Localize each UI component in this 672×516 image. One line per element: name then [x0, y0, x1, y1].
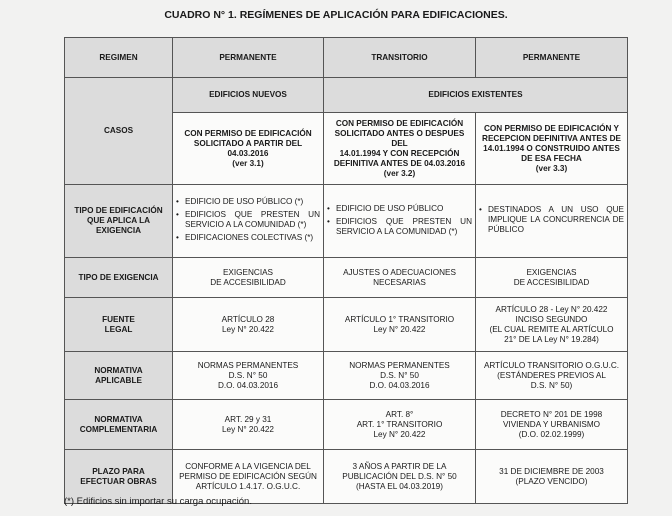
caso-ver-3-2: CON PERMISO DE EDIFICACIÓN SOLICITADO ANTES O DESPUES DEL 14.01.1994 Y CON RECEPCIÓN DEFINITIVA ANTES DE 04.03.2016 (ver 3.2): [324, 113, 476, 185]
casos-label: CASOS: [65, 78, 173, 185]
list-item: • DESTINADOS A UN USO QUE IMPLIQUE LA CONCURRENCIA DE PÚBLICO: [479, 205, 624, 235]
tipo-exigencia-label: TIPO DE EXIGENCIA: [65, 258, 173, 298]
list-item: • EDIFICIO DE USO PÚBLICO (*): [176, 197, 320, 207]
tipo-exigencia-col3: EXIGENCIAS DE ACCESIBILIDAD: [476, 258, 628, 298]
tipo-edificacion-col1: [173, 185, 324, 258]
normativa-complementaria-row: [65, 400, 628, 450]
tipo-edificacion-col2: [324, 185, 476, 258]
list-item: • EDIFICIOS QUE PRESTEN UN SERVICIO A LA COMUNIDAD (*): [176, 210, 320, 230]
tipo-exigencia-row: [65, 258, 628, 298]
header-transitorio: TRANSITORIO: [324, 38, 476, 78]
footnote: (*) Edificios sin importar su carga ocupación.: [64, 496, 252, 507]
fuente-legal-col3: ARTÍCULO 28 - Ley N° 20.422 INCISO SEGUNDO (EL CUAL REMITE AL ARTÍCULO 21° DE LA Ley N° 19.284): [476, 298, 628, 352]
fuente-legal-col2: ARTÍCULO 1° TRANSITORIO Ley N° 20.422: [324, 298, 476, 352]
normativa-complementaria-label: NORMATIVA COMPLEMENTARIA: [65, 400, 173, 450]
header-permanente-2: PERMANENTE: [476, 38, 628, 78]
plazo-label: PLAZO PARA EFECTUAR OBRAS: [65, 450, 173, 504]
fuente-legal-row: [65, 298, 628, 352]
list-item: • EDIFICIO DE USO PÚBLICO: [327, 204, 472, 214]
normativa-complementaria-col3: DECRETO N° 201 DE 1998 VIVIENDA Y URBANISMO (D.O. 02.02.1999): [476, 400, 628, 450]
normativa-aplicable-label: NORMATIVA APLICABLE: [65, 352, 173, 400]
plazo-col2: 3 AÑOS A PARTIR DE LA PUBLICACIÓN DEL D.S. N° 50 (HASTA EL 04.03.2019): [324, 450, 476, 504]
casos-row-top: [65, 78, 628, 113]
tipo-exigencia-col1: EXIGENCIAS DE ACCESIBILIDAD: [173, 258, 324, 298]
edificios-nuevos: EDIFICIOS NUEVOS: [173, 78, 324, 113]
normativa-aplicable-col3: ARTÍCULO TRANSITORIO O.G.U.C. (ESTÁNDERES PREVIOS AL D.S. N° 50): [476, 352, 628, 400]
caso-ver-3-3: CON PERMISO DE EDIFICACIÓN Y RECEPCION DEFINITIVA ANTES DE 14.01.1994 O CONSTRUIDO ANTES DE ESA FECHA (ver 3.3): [476, 113, 628, 185]
plazo-col1: CONFORME A LA VIGENCIA DEL PERMISO DE EDIFICACIÓN SEGÚN ARTÍCULO 1.4.17. O.G.U.C.: [173, 450, 324, 504]
normativa-aplicable-col2: NORMAS PERMANENTES D.S. N° 50 D.O. 04.03.2016: [324, 352, 476, 400]
table-title: CUADRO N° 1. REGÍMENES DE APLICACIÓN PARA EDIFICACIONES.: [164, 9, 508, 21]
caso-ver-3-1: CON PERMISO DE EDIFICACIÓN SOLICITADO A PARTIR DEL 04.03.2016 (ver 3.1): [173, 113, 324, 185]
tipo-exigencia-col2: AJUSTES O ADECUACIONES NECESARIAS: [324, 258, 476, 298]
plazo-col3: 31 DE DICIEMBRE DE 2003 (PLAZO VENCIDO): [476, 450, 628, 504]
fuente-legal-col1: ARTÍCULO 28 Ley N° 20.422: [173, 298, 324, 352]
regimenes-table: [64, 37, 628, 504]
list-item: • EDIFICACIONES COLECTIVAS (*): [176, 233, 320, 243]
normativa-aplicable-col1: NORMAS PERMANENTES D.S. N° 50 D.O. 04.03.2016: [173, 352, 324, 400]
tipo-edificacion-col3: [476, 185, 628, 258]
header-permanente-1: PERMANENTE: [173, 38, 324, 78]
normativa-aplicable-row: [65, 352, 628, 400]
normativa-complementaria-col2: ART. 8° ART. 1° TRANSITORIO Ley N° 20.422: [324, 400, 476, 450]
list-item: • EDIFICIOS QUE PRESTEN UN SERVICIO A LA COMUNIDAD (*): [327, 217, 472, 237]
tipo-edificacion-label: TIPO DE EDIFICACIÓN QUE APLICA LA EXIGENCIA: [65, 185, 173, 258]
normativa-complementaria-col1: ART. 29 y 31 Ley N° 20.422: [173, 400, 324, 450]
fuente-legal-label: FUENTE LEGAL: [65, 298, 173, 352]
header-regimen: REGIMEN: [65, 38, 173, 78]
tipo-edificacion-row: [65, 185, 628, 258]
header-row: [65, 38, 628, 78]
edificios-existentes: EDIFICIOS EXISTENTES: [324, 78, 628, 113]
